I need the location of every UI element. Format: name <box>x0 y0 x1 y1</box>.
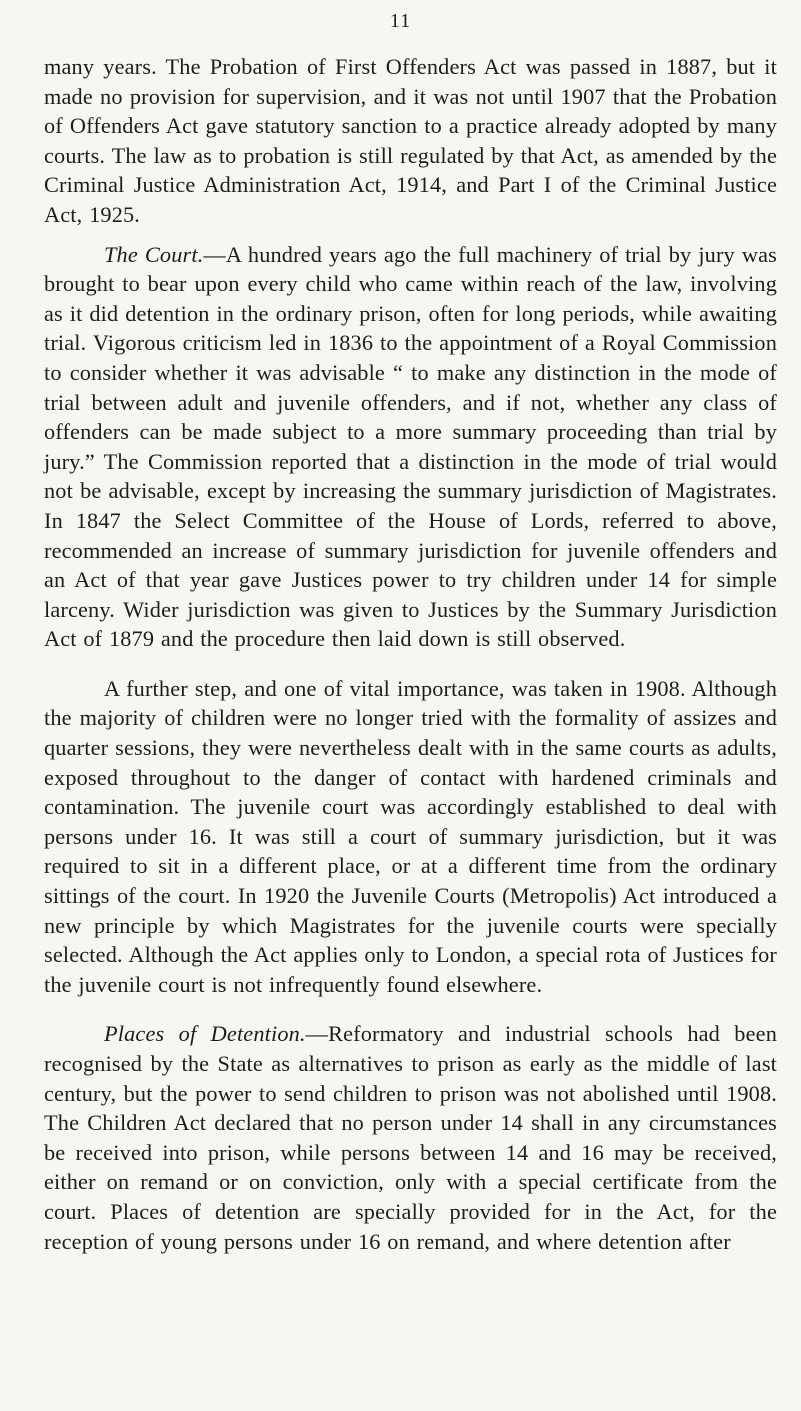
page-number: 11 <box>389 10 412 32</box>
paragraph-probation-history <box>44 52 777 230</box>
paragraph-places-of-detention <box>44 1019 777 1256</box>
section-heading-places-of-detention: Places of Detention. <box>104 1021 306 1047</box>
paragraph-text: —Reformatory and industrial schools had been recognised by the State as alternatives to prison as early as the middle of last century, but the power to send children to prison was not abolished until 1908. The Children Act declared that no person under 14 shall in any circumstances be received into prison, while persons between 14 and 16 may be received, either on remand or on conviction, only with a special certificate from the court. Places of detention are specially provided for in the Act, for the reception of young persons under 16 on remand, and where detention after <box>44 1021 777 1254</box>
paragraph-text: A further step, and one of vital importance, was taken in 1908. Although the majority of children were no longer tried with the formality of assizes and quarter sessions, they were nevertheless dealt with in the same courts as adults, exposed throughout to the danger of contact with hardened criminals and contamination. The juvenile court was accordingly established to deal with persons under 16. It was still a court of summary jurisdiction, but it was required to sit in a different place, or at a different time from the ordinary sittings of the court. In 1920 the Juvenile Courts (Metropolis) Act introduced a new principle by which Magistrates for the juvenile courts were specially selected. Although the Act applies only to London, a special rota of Justices for the juvenile court is not infrequently found elsewhere. <box>44 675 777 997</box>
body-text <box>44 52 777 1256</box>
paragraph-text: many years. The Probation of First Offenders Act was passed in 1887, but it made no provision for supervision, and it was not until 1907 that the Probation of Offenders Act gave statutory sanction to a practice already adopted by many courts. The law as to probation is still regulated by that Act, as amended by the Criminal Justice Administration Act, 1914, and Part I of the Criminal Justice Act, 1925. <box>44 54 777 227</box>
paragraph-the-court <box>44 240 777 654</box>
paragraph-text: —A hundred years ago the full machinery of trial by jury was brought to bear upon every child who came within reach of the law, involving as it did detention in the ordinary prison, often for long periods, while awaiting trial. Vigorous criticism led in 1836 to the appointment of a Royal Commission to consider whether it was advisable “ to make any distinction in the mode of trial between adult and juvenile offenders, and if not, whether any class of offenders can be made subject to a more summary proceeding than trial by jury.” The Commission reported that a distinction in the mode of trial would not be advisable, except by increasing the summary jurisdiction of Magistrates. In 1847 the Select Committee of the House of Lords, referred to above, recommended an increase of summary jurisdiction for juvenile offenders and an Act of that year gave Justices power to try children under 14 for simple larceny. Wider jurisdiction was given to Justices by the Summary Jurisdiction Act of 1879 and the procedure then laid down is still observed. <box>44 241 777 652</box>
section-heading-the-court: The Court. <box>104 241 204 267</box>
paragraph-further-step <box>44 674 777 1000</box>
